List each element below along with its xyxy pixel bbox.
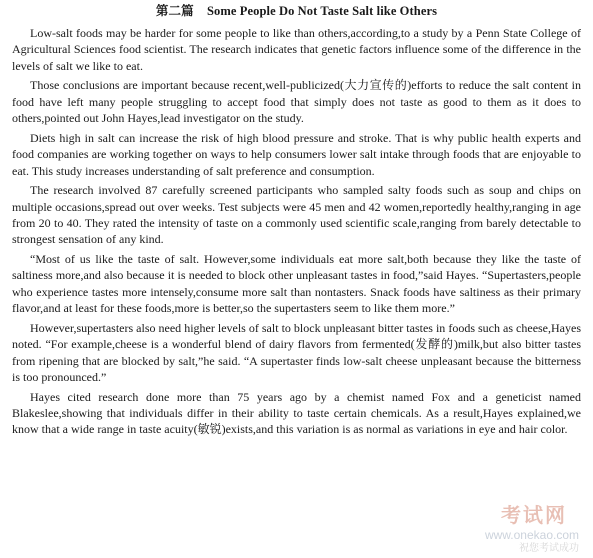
section-label: 第二篇 — [155, 4, 194, 18]
title-text: Some People Do Not Taste Salt like Others — [206, 4, 438, 18]
paragraph-3: Diets high in salt can increase the risk of high blood pressure and stroke. That is why public health experts and food companies are working together on ways to help consumers lower salt intake through foods that are enjoyable to eat. This study increases understanding of salt preference and consumption. — [12, 130, 581, 178]
watermark-tagline: 祝您考试成功 — [519, 543, 579, 554]
paragraph-5: “Most of us like the taste of salt. However,some individuals eat more salt,both because they like the taste of saltiness more,and also because it is needed to block other unpleasant tastes in food,”said Hayes. “Supertasters,people who experience tastes more intensely,consume more salt than nontasters. Snack foods have saltiness as their primary flavor,and at least for these foods,more is better,so the supertasters seem to like them more.” — [12, 252, 581, 316]
paragraph-2: Those conclusions are important because recent,well-publicized(大力宣传的)efforts to reduce the salt content in food have left many people struggling to accept food that simply does not taste as good to them as it does to others,pointed out John Hayes,lead investigator on the study. — [12, 78, 581, 126]
watermark-logo-text: 考试网 — [501, 503, 567, 527]
paragraph-1: Low-salt foods may be harder for some people to like than others,according,to a study by a Penn State College of Agricultural Sciences food scientist. The research indicates that genetic factors influence some of the difference in the levels of salt we like to eat. — [12, 26, 581, 73]
paragraph-6: However,supertasters also need higher levels of salt to block unpleasant bitter tastes in foods such as cheese,Hayes noted. “For example,cheese is a wonderful blend of dairy flavors from fermented(发酵的)milk,but also bitter tastes from ripening that are blocked by salt,”he said. “A supertaster finds low-salt cheese unpleasant because the bitterness is too pronounced.” — [12, 320, 581, 385]
paragraph-4: The research involved 87 carefully screened participants who sampled salty foods such as soup and chips on multiple occasions,spread out over weeks. Test subjects were 45 men and 42 women,reportedly healthy,ranging in age from 20 to 40. They rated the intensity of taste on a commonly used scientific scale,ranging from barely detectable to strongest sensation of any kind. — [12, 183, 581, 247]
watermark-url: www.onekao.com — [484, 528, 579, 542]
page-title — [12, 3, 581, 19]
paragraph-7: Hayes cited research done more than 75 years ago by a chemist named Fox and a geneticist named Blakeslee,showing that individuals differ in their ability to taste certain chemicals. As a result,Hayes explained,we know that a wide range in taste acuity(敏锐)exists,and this variation is as normal as variations in eye and hair color. — [12, 389, 581, 437]
